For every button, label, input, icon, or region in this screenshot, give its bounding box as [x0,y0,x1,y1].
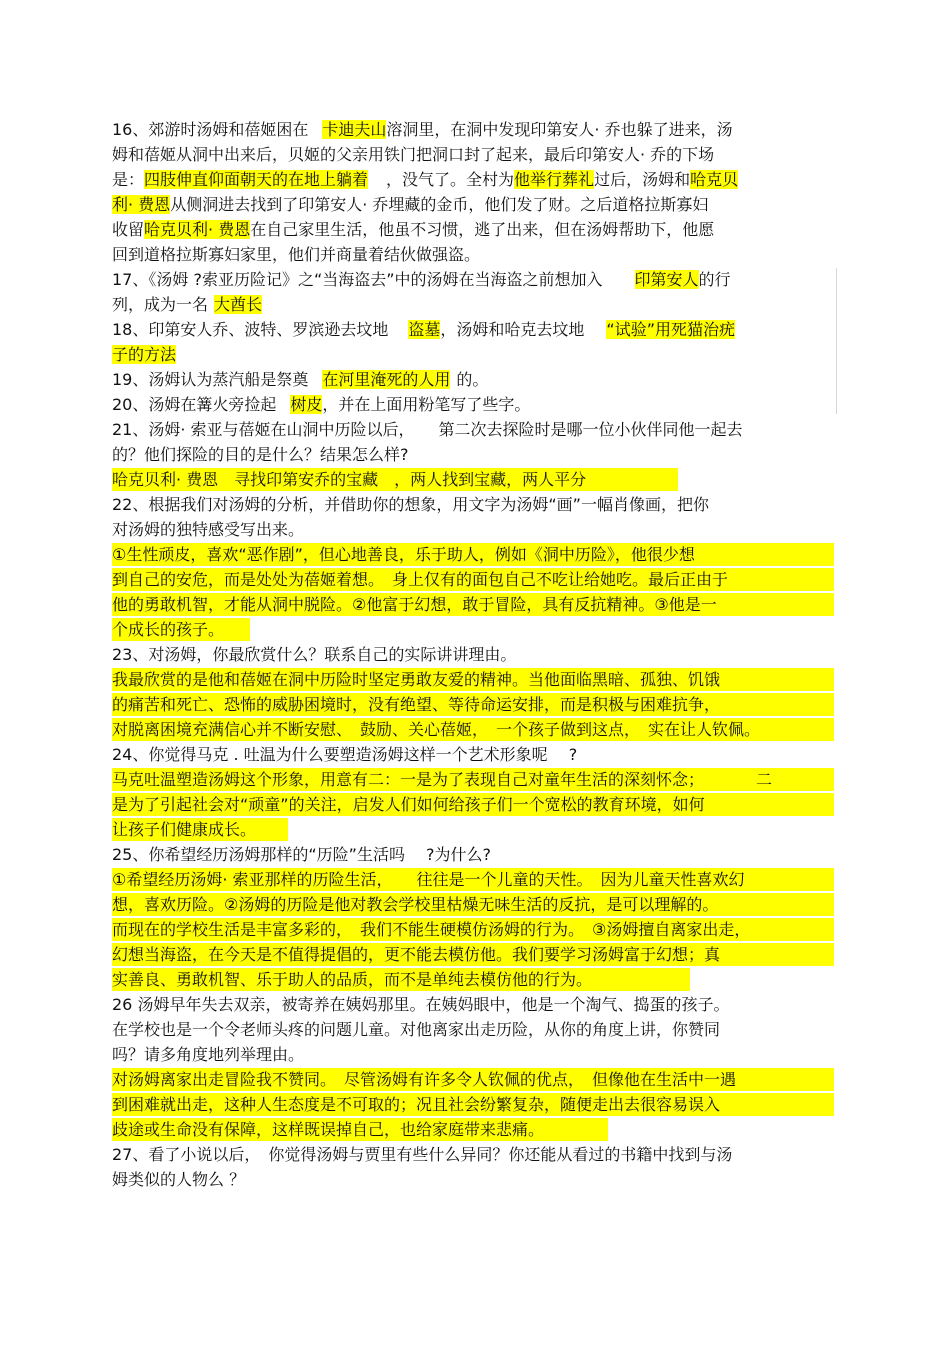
q23-answer-3: 对脱离困境充满信心并不断安慰、 鼓励、关心蓓姬， 一个孩子做到这点， 实在让人钦佩。 [112,718,834,741]
q16-line-2: 姆和蓓姬从洞中出来后，贝姬的父亲用铁门把洞口封了起来，最后印第安人· 乔的下场 [112,145,715,164]
q26-answer-2: 到困难就出走，这种人生态度是不可取的；况且社会纷繁复杂，随便走出去很容易误入 [112,1093,834,1116]
q19-highlight-1: 在河里淹死的人用 [322,370,451,389]
q22-answer-2: 到自己的安危，而是处处为蓓姬着想。 身上仅有的面包自己不吃让给她吃。最后正由于 [112,568,834,591]
q16-line-4: 利· 费恩从侧洞进去找到了印第安人· 乔埋藏的金币，他们发了财。之后道格拉斯寡妇 [112,195,709,214]
q21-line-2: 的？他们探险的目的是什么？结果怎么样? [112,445,409,464]
q18-highlight-1: 盗墓 [408,320,441,339]
q25-answer-5: 实善良、勇敢机智、乐于助人的品质，而不是单纯去模仿他的行为。 [112,968,690,991]
q26-line-3: 吗？请多角度地列举理由。 [112,1045,305,1064]
q26-answer-3: 歧途或生命没有保障，这样既误掉自己，也给家庭带来悲痛。 [112,1118,608,1141]
q18-highlight-3: 子的方法 [112,345,177,364]
q16-line-1: 16、郊游时汤姆和蓓姬困在 卡迪夫山溶洞里，在洞中发现印第安人· 乔也躲了进来，汤 [112,120,733,139]
q26-line-1: 26 汤姆早年失去双亲，被寄养在姨妈那里。在姨妈眼中，他是一个淘气、捣蛋的孩子。 [112,995,730,1014]
q24-line-1: 24、你觉得马克 . 吐温为什么要塑造汤姆这样一个艺术形象呢 ? [112,745,578,764]
q18-line-1: 18、印第安人乔、波特、罗滨逊去坟地 盗墓，汤姆和哈克去坟地 “试验”用死猫治疣 [112,320,735,339]
q26-line-2: 在学校也是一个令老师头疼的问题儿童。对他离家出走历险，从你的角度上讲，你赞同 [112,1020,721,1039]
q22-line-1: 22、根据我们对汤姆的分析，并借助你的想象，用文字为汤姆“画”一幅肖像画，把你 [112,495,709,514]
q16-highlight-5: 哈克贝利· 费恩 [144,220,251,239]
q25-answer-2: 想，喜欢历险。②汤姆的历险是他对教会学校里枯燥无味生活的反抗，是可以理解的。 [112,893,834,916]
q22-answer-4: 个成长的孩子。 [112,618,250,641]
q16-highlight-1: 卡迪夫山 [322,120,387,139]
column-rule [836,268,837,414]
q17-highlight-1: 印第安人 [634,270,699,289]
q24-answer-1: 马克吐温塑造汤姆这个形象，用意有二：一是为了表现自己对童年生活的深刻怀念； 二 [112,768,834,791]
q16-highlight-2: 四肢伸直仰面朝天的在地上躺着 [144,170,369,189]
q21-line-1: 21、汤姆· 索亚与蓓姬在山洞中历险以后， 第二次去探险时是哪一位小伙伴同他一起去 [112,420,743,439]
q20-highlight-1: 树皮 [290,395,323,414]
q20-line-1: 20、汤姆在篝火旁捡起 树皮，并在上面用粉笔写了些字。 [112,395,531,414]
q18-highlight-2: “试验”用死猫治疣 [606,320,735,339]
q25-answer-1: ①希望经历汤姆· 索亚那样的历险生活， 往往是一个儿童的天性。 因为儿童天性喜欢幻 [112,868,834,891]
q17-line-1: 17、《汤姆 ?索亚历险记》之“当海盗去”中的汤姆在当海盗之前想加入 印第安人的行 [112,270,731,289]
q22-line-2: 对汤姆的独特感受写出来。 [112,520,305,539]
q27-line-1: 27、看了小说以后， 你觉得汤姆与贾里有些什么异同？你还能从看过的书籍中找到与汤 [112,1145,733,1164]
q21-answer: 哈克贝利· 费恩 寻找印第安乔的宝藏 ，两人找到宝藏，两人平分 [112,468,678,491]
q23-answer-2: 的痛苦和死亡、恐怖的威胁困境时，没有绝望、等待命运安排，而是积极与困难抗争， [112,693,834,716]
q16-highlight-3: 他举行葬礼 [514,170,595,189]
q26-answer-1: 对汤姆离家出走冒险我不赞同。 尽管汤姆有许多令人钦佩的优点， 但像他在生活中一遇 [112,1068,834,1091]
q23-line-1: 23、对汤姆，你最欣赏什么？联系自己的实际讲讲理由。 [112,645,517,664]
q27-line-2: 姆类似的人物么 ？ [112,1170,246,1189]
q16-highlight-4b: 利· 费恩 [112,195,171,214]
q25-line-1: 25、你希望经历汤姆那样的“历险”生活吗 ?为什么? [112,845,492,864]
q17-highlight-2: 大酋长 [214,295,263,314]
q24-answer-3: 让孩子们健康成长。 [112,818,288,841]
q25-answer-3: 而现在的学校生活是丰富多彩的， 我们不能生硬模仿汤姆的行为。 ③汤姆擅自离家出走， [112,918,834,941]
q22-answer-3: 他的勇敢机智，才能从洞中脱险。②他富于幻想，敢于冒险，具有反抗精神。③他是一 [112,593,834,616]
q19-line-1: 19、汤姆认为蒸汽船是祭奠 在河里淹死的人用 的。 [112,370,489,389]
q16-line-3: 是：四肢伸直仰面朝天的在地上躺着 ，没气了。全村为他举行葬礼过后，汤姆和哈克贝 [112,170,739,189]
q23-answer-1: 我最欣赏的是他和蓓姬在洞中历险时坚定勇敢友爱的精神。当他面临黑暗、孤独、饥饿 [112,668,834,691]
q25-answer-4: 幻想当海盗，在今天是不值得提倡的，更不能去模仿他。我们要学习汤姆富于幻想；真 [112,943,834,966]
q17-line-2: 列，成为一名 大酋长 [112,295,263,314]
q24-answer-2: 是为了引起社会对“顽童”的关注，启发人们如何给孩子们一个宽松的教育环境，如何 [112,793,834,816]
q18-line-2 [112,343,176,366]
q22-answer-1: ①生性顽皮，喜欢“恶作剧”，但心地善良，乐于助人，例如《洞中历险》，他很少想 [112,543,834,566]
q16-highlight-4a: 哈克贝 [690,170,739,189]
q16-line-6: 回到道格拉斯寡妇家里，他们并商量着结伙做强盗。 [112,245,481,264]
q16-line-5: 收留哈克贝利· 费恩在自己家里生活，他虽不习惯，逃了出来，但在汤姆帮助下，他愿 [112,220,715,239]
